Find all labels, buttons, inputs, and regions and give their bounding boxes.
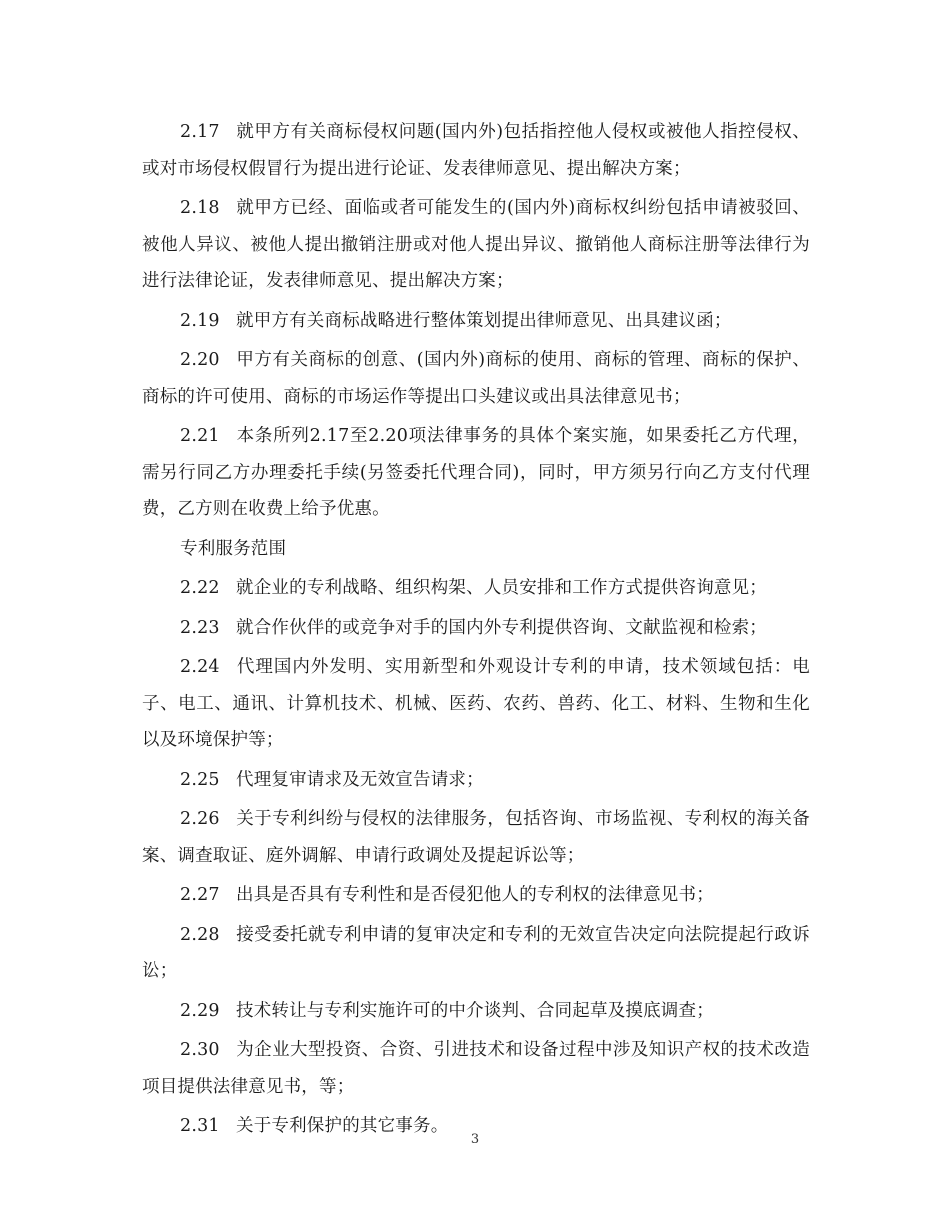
clause-number: 2.30 [180,1040,220,1060]
clause-number: 2.26 [180,809,220,829]
clause-number: 2.24 [180,657,220,677]
clause-2-18 [142,190,810,300]
clause-2-26 [142,801,810,874]
clause-number: 2.29 [180,1000,220,1021]
clause-text: 代理复审请求及无效宣告请求； [236,769,484,790]
clause-2-27 [142,877,810,914]
clause-text: 甲方有关商标的创意、(国内外)商标的使用、商标的管理、商标的保护、商标的许可使用、商标的市场运作等提出口头建议或出具法律意见书； [142,350,810,407]
clause-2-30 [142,1032,810,1105]
clause-number: 2.18 [180,198,220,218]
clause-text: 出具是否具有专利性和是否侵犯他人的专利权的法律意见书； [236,885,714,905]
clause-text: 为企业大型投资、合资、引进技术和设备过程中涉及知识产权的技术改造项目提供法律意见书，等； [142,1040,810,1097]
clause-number: 2.21 [180,426,220,446]
clause-text: 关于专利纠纷与侵权的法律服务，包括咨询、市场监视、专利权的海关备案、调查取证、庭外调解、申请行政调处及提起诉讼等； [142,809,810,866]
clause-2-23 [142,610,810,647]
clause-text: 本条所列2.17至2.20项法律事务的具体个案实施，如果委托乙方代理，需另行同乙方办理委托手续(另签委托代理合同)，同时，甲方须另行向乙方支付代理费，乙方则在收费上给予优惠。 [142,426,810,519]
clause-text: 就甲方有关商标战略进行整体策划提出律师意见、出具建议函； [236,310,732,331]
clause-2-21 [142,418,810,528]
clause-2-24 [142,649,810,759]
clause-text: 就甲方有关商标侵权问题(国内外)包括指控他人侵权或被他人指控侵权、或对市场侵权假冒行为提出进行论证、发表律师意见、提出解决方案； [142,122,810,179]
clause-text: 关于专利保护的其它事务。 [236,1116,449,1136]
document-body [142,114,810,1148]
clause-2-19 [142,303,810,340]
clause-number: 2.31 [180,1116,220,1136]
clause-number: 2.19 [180,310,220,331]
section-heading-text: 专利服务范围 [180,538,287,559]
clause-2-28 [142,917,810,990]
clause-number: 2.20 [180,350,220,370]
clause-2-22 [142,570,810,607]
clause-number: 2.25 [180,769,220,790]
clause-text: 就企业的专利战略、组织构架、人员安排和工作方式提供咨询意见； [236,578,767,598]
clause-number: 2.27 [180,885,220,905]
clause-number: 2.22 [180,578,220,598]
clause-text: 接受委托就专利申请的复审决定和专利的无效宣告决定向法院提起行政诉讼； [142,924,810,981]
clause-2-29 [142,993,810,1030]
clause-text: 技术转让与专利实施许可的中介谈判、合同起草及摸底调查； [236,1000,714,1021]
clause-2-20 [142,342,810,415]
clause-text: 就合作伙伴的或竞争对手的国内外专利提供咨询、文献监视和检索； [236,617,767,638]
clause-2-25 [142,762,810,799]
page-number: 3 [470,1132,480,1147]
clause-number: 2.28 [180,924,220,945]
clause-text: 代理国内外发明、实用新型和外观设计专利的申请，技术领域包括：电子、电工、通讯、计算机技术、机械、医药、农药、兽药、化工、材料、生物和生化以及环境保护等； [142,657,810,750]
clause-number: 2.23 [180,617,220,638]
clause-text: 就甲方已经、面临或者可能发生的(国内外)商标权纠纷包括申请被驳回、被他人异议、被他人提出撤销注册或对他人提出异议、撤销他人商标注册等法律行为进行法律论证，发表律师意见、提出解决方案； [142,198,810,291]
clause-number: 2.17 [180,122,220,142]
section-heading-patent-services [142,531,810,568]
clause-2-17 [142,114,810,187]
